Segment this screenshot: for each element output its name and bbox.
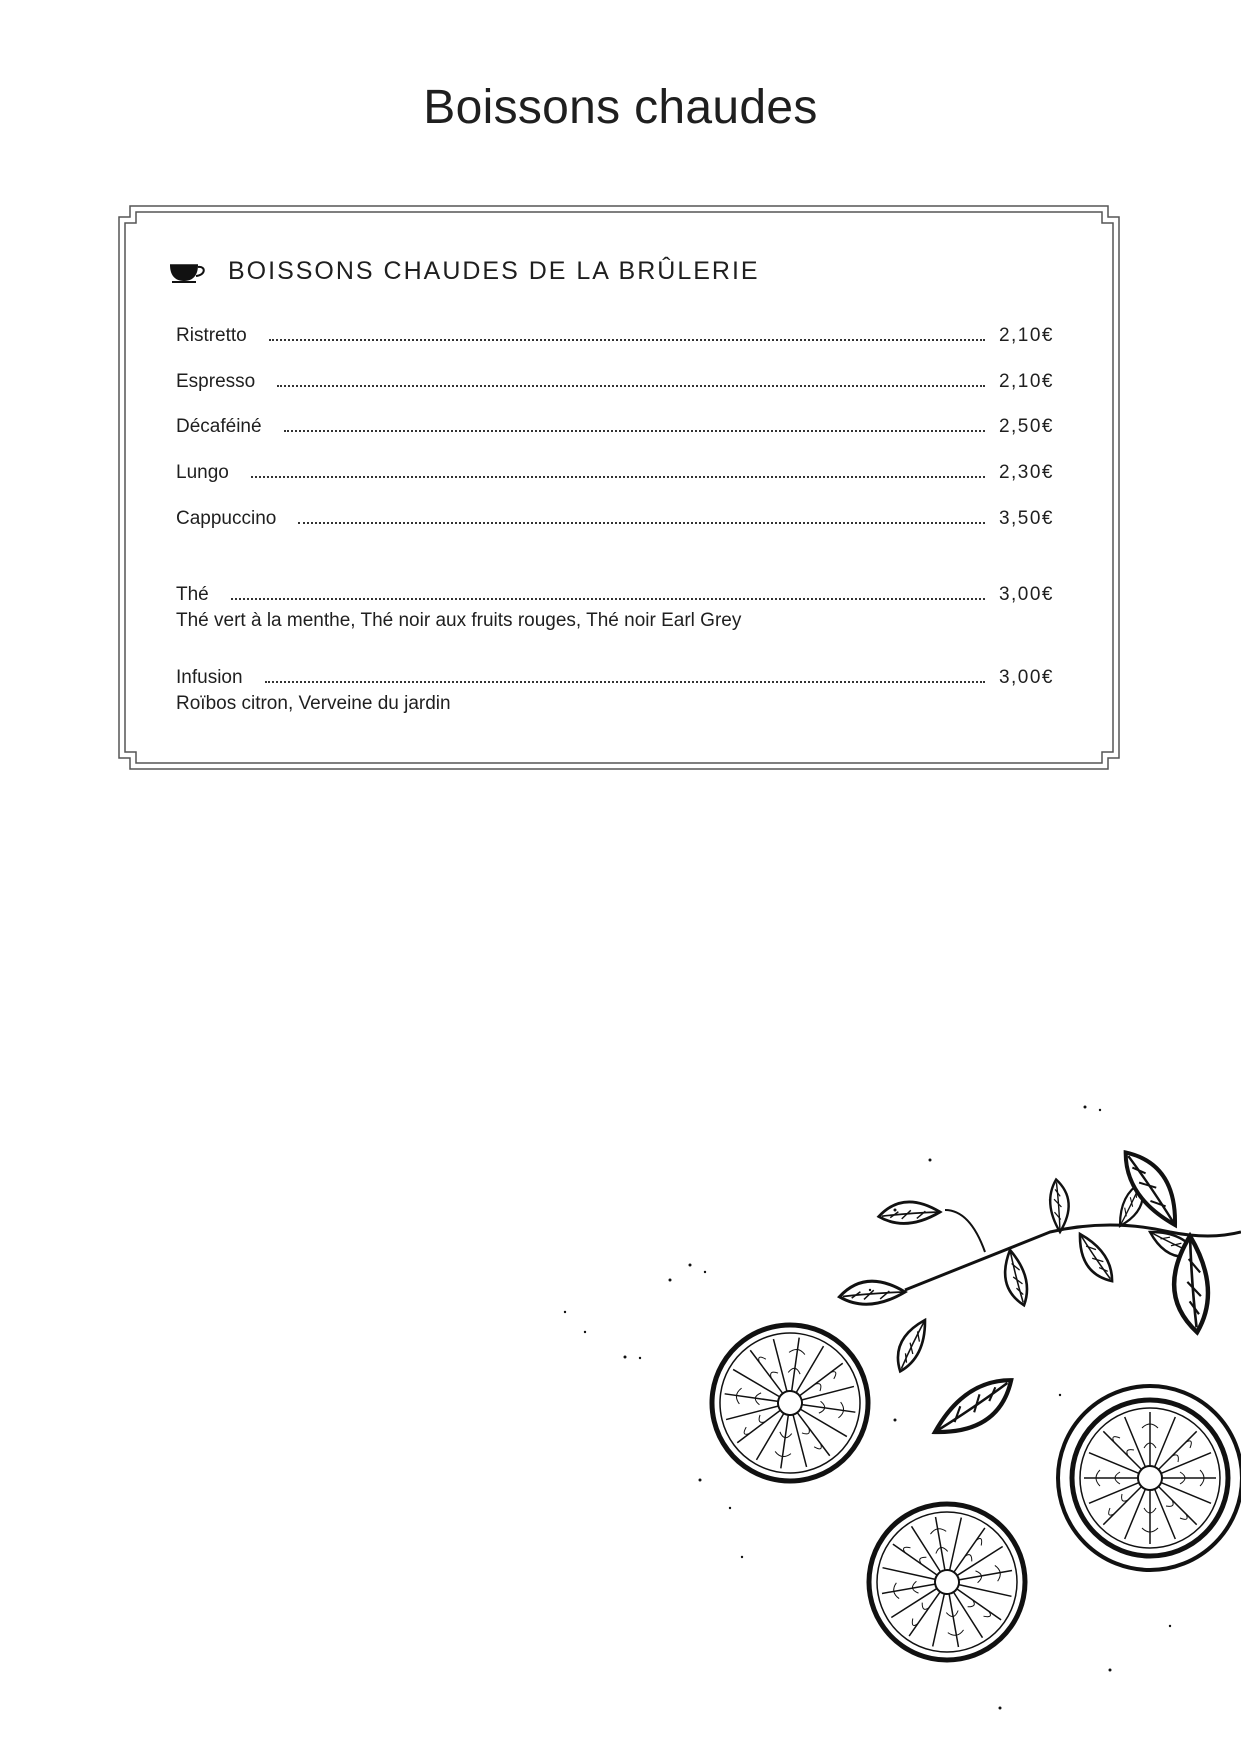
- section-title: BOISSONS CHAUDES DE LA BRÛLERIE: [228, 256, 760, 285]
- item-price: 2,10€: [998, 325, 1054, 346]
- item-price: 3,00€: [998, 584, 1054, 605]
- item-price: 2,10€: [998, 371, 1054, 392]
- item-name: Lungo: [176, 462, 229, 483]
- item-name: Infusion: [176, 667, 243, 688]
- item-description: Thé vert à la menthe, Thé noir aux fruits rouges, Thé noir Earl Grey: [176, 610, 742, 631]
- item-name: Espresso: [176, 371, 256, 392]
- item-price: 3,00€: [998, 667, 1054, 688]
- item-name: Décaféiné: [176, 416, 262, 437]
- item-name: Thé: [176, 584, 209, 605]
- item-price: 2,50€: [998, 416, 1054, 437]
- page-title: Boissons chaudes: [423, 81, 818, 134]
- item-name: Cappuccino: [176, 508, 277, 529]
- item-name: Ristretto: [176, 325, 247, 346]
- item-description: Roïbos citron, Verveine du jardin: [176, 693, 451, 714]
- item-price: 2,30€: [998, 462, 1054, 483]
- item-price: 3,50€: [998, 508, 1054, 529]
